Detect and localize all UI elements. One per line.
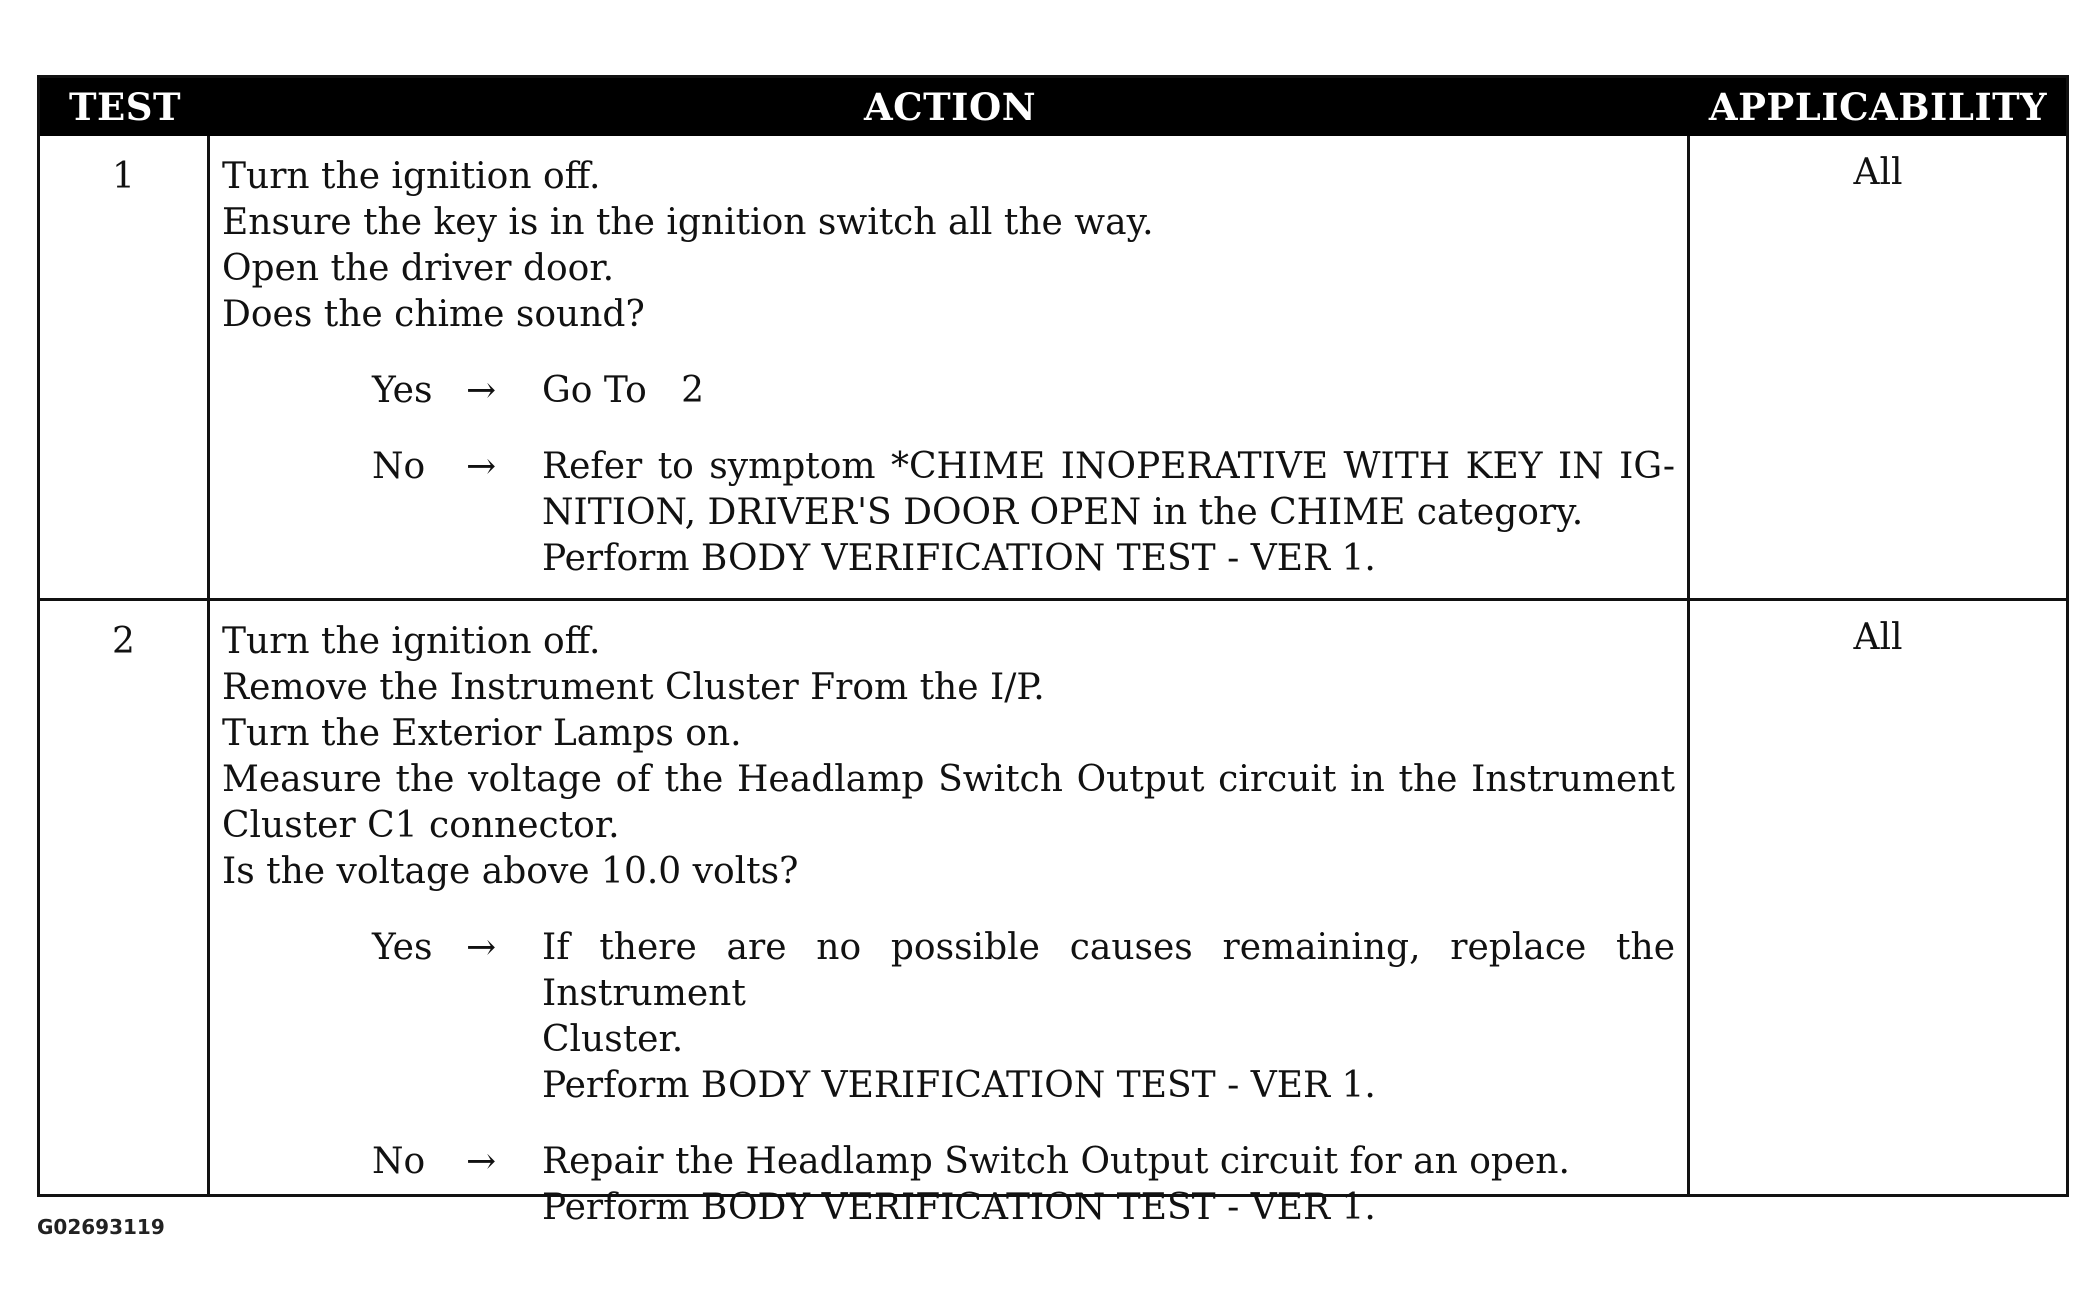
step-text: Turn the ignition off. (222, 621, 601, 662)
arrow-icon: → (466, 927, 497, 968)
step-text: Measure the voltage of the Headlamp Switch Output circuit in the Instrument (222, 759, 1675, 800)
arrow-icon: → (466, 1141, 497, 1182)
action-cell (210, 601, 1690, 1228)
header-applicability: APPLICABILITY (1708, 85, 2048, 129)
step-text: Turn the ignition off. (222, 156, 601, 197)
step-text: Ensure the key is in the ignition switch all the way. (222, 202, 1154, 243)
result-line: Repair the Headlamp Switch Output circuit for an open. (542, 1141, 1570, 1182)
answer-label: Yes (372, 927, 433, 968)
result-line: Perform BODY VERIFICATION TEST - VER 1. (542, 1187, 1376, 1228)
outcome-no (222, 1139, 1675, 1231)
outcome-no (222, 444, 1675, 582)
applicability-value: All (1853, 617, 1903, 658)
result-line: NITION, DRIVER'S DOOR OPEN in the CHIME category. (542, 492, 1584, 533)
table-header-row (40, 78, 2066, 136)
step-text: Cluster C1 connector. (222, 805, 620, 846)
header-test: TEST (69, 85, 181, 129)
outcome-yes (222, 925, 1675, 1109)
answer-label: Yes (372, 370, 433, 411)
action-cell (210, 136, 1690, 598)
answer-label: No (372, 1141, 426, 1182)
step-text: Open the driver door. (222, 248, 615, 289)
outcome-yes (222, 368, 1675, 414)
applicability-value: All (1853, 152, 1903, 193)
test-number: 1 (40, 136, 210, 598)
result-line: Go To 2 (542, 370, 704, 411)
header-action: ACTION (863, 85, 1037, 129)
table-row (40, 136, 2066, 598)
figure-code: G02693119 (37, 1215, 165, 1239)
result-line: Perform BODY VERIFICATION TEST - VER 1. (542, 1065, 1376, 1106)
outcome-result (542, 1139, 1675, 1231)
test-number: 2 (40, 601, 210, 1194)
step-text: Turn the Exterior Lamps on. (222, 713, 742, 754)
step-text: Remove the Instrument Cluster From the I/P. (222, 667, 1045, 708)
result-line: Refer to symptom *CHIME INOPERATIVE WITH KEY IN IG- (542, 446, 1675, 487)
result-line: Cluster. (542, 1019, 684, 1060)
step-text: Is the voltage above 10.0 volts? (222, 851, 799, 892)
step-text: Does the chime sound? (222, 294, 645, 335)
outcome-result (542, 925, 1675, 1109)
arrow-icon: → (466, 370, 497, 411)
result-line: If there are no possible causes remaining, replace the Instrument (542, 927, 1675, 1014)
outcome-result (542, 368, 1675, 414)
result-line: Perform BODY VERIFICATION TEST - VER 1. (542, 538, 1376, 579)
arrow-icon: → (466, 446, 497, 487)
outcome-result (542, 444, 1675, 582)
answer-label: No (372, 446, 426, 487)
